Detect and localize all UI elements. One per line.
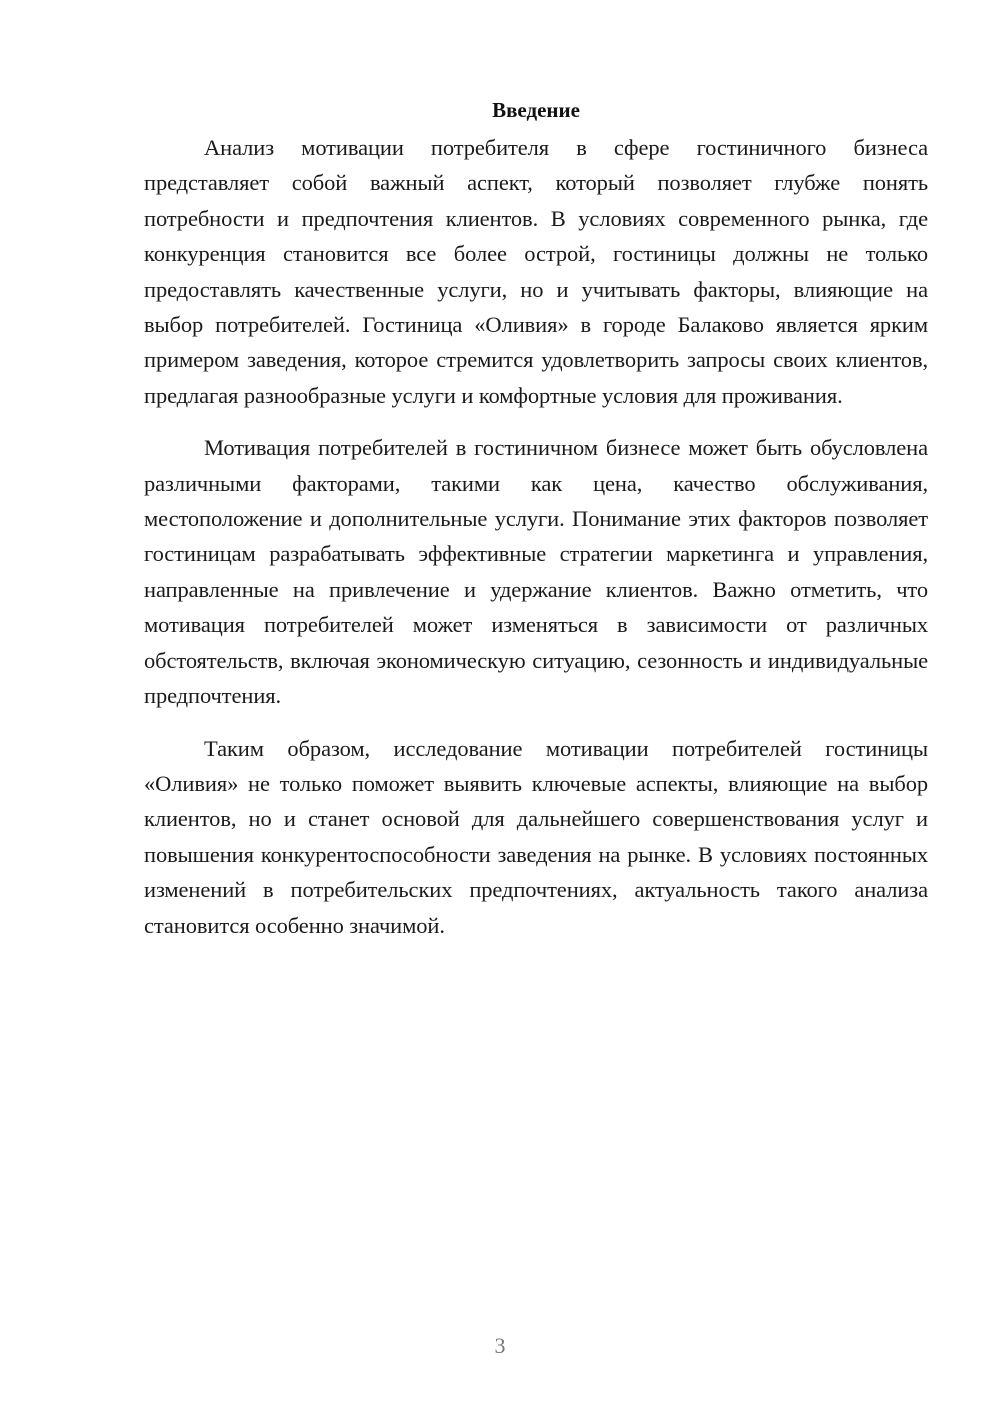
paragraph-1: Анализ мотивации потребителя в сфере гостиничного бизнеса представляет собой важный аспект, который позволяет глубже понять потребности и предпочтения клиентов. В условиях современного рынка, где конкуренция становится все более острой, гостиницы должны не только предоставлять качественные услуги, но и учитывать факторы, влияющие на выбор потребителей. Гостиница «Оливия» в городе Балаково является ярким примером заведения, которое стремится удовлетворить запросы своих клиентов, предлагая разнообразные услуги и комфортные условия для проживания. bbox=[144, 135, 928, 408]
section-title: Введение bbox=[492, 98, 580, 122]
paragraph-2: Мотивация потребителей в гостиничном бизнесе может быть обусловлена различными факторами, такими как цена, качество обслуживания, местоположение и дополнительные услуги. Понимание этих факторов позволяет гостиницам разрабатывать эффективные стратегии маркетинга и управления, направленные на привлечение и удержание клиентов. Важно отметить, что мотивация потребителей может изменяться в зависимости от различных обстоятельств, включая экономическую ситуацию, сезонность и индивидуальные предпочтения. bbox=[144, 435, 928, 709]
paragraph-3: Таким образом, исследование мотивации потребителей гостиницы «Оливия» не только поможет выявить ключевые аспекты, влияющие на выбор клиентов, но и станет основой для дальнейшего совершенствования услуг и повышения конкурентоспособности заведения на рынке. В условиях постоянных изменений в потребительских предпочтениях, актуальность такого анализа становится особенно значимой. bbox=[144, 735, 928, 938]
document-page bbox=[144, 96, 928, 960]
page-number: 3 bbox=[494, 1333, 506, 1358]
